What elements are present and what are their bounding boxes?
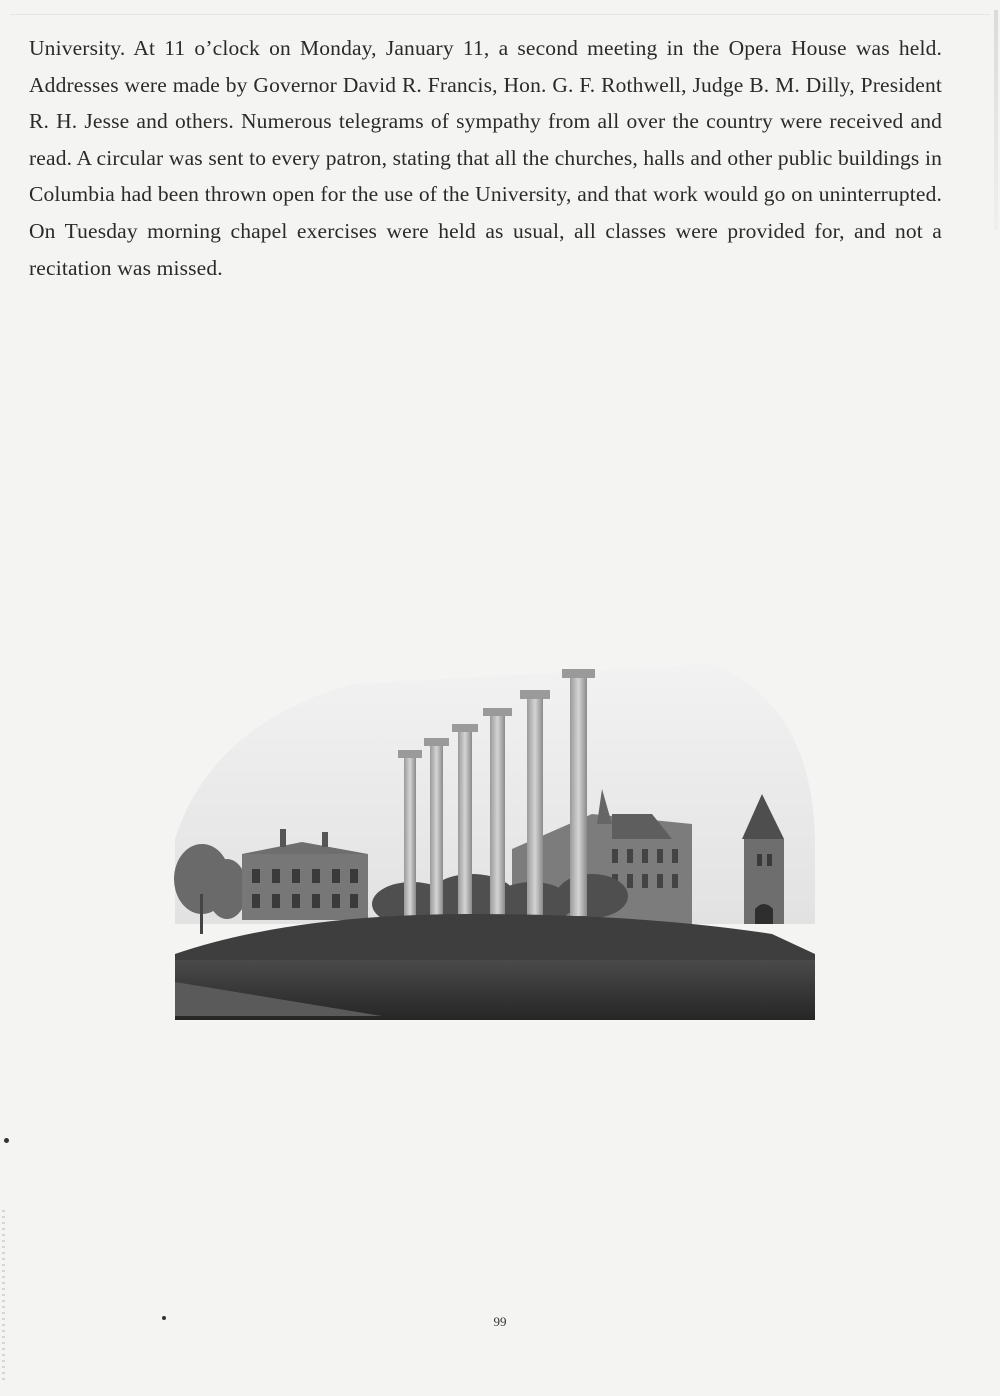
scan-artifact-right [994,10,998,230]
campus-columns-photo [172,664,818,1022]
page-top-edge [10,14,990,21]
scan-artifact-left [2,1210,5,1380]
body-paragraph: University. At 11 o’clock on Monday, January 11, a second meeting in the Opera House was held. Addresses were made by Governor David R. Francis, Hon. G. F. Rothwell, Judge B. M. Dilly, President R. H. Jesse and others. Numerous telegrams of sympathy from all over the country were received and read. A circular was sent to every patron, stating that all the churches, halls and other public buildings in Columbia had been thrown open for the use of the University, and that work would go on uninterrupted. On Tuesday morning chapel exercises were held as usual, all classes were provided for, and not a recitation was missed. [29,36,942,280]
page-number: 99 [493,1314,507,1329]
scan-speck [4,1138,9,1143]
